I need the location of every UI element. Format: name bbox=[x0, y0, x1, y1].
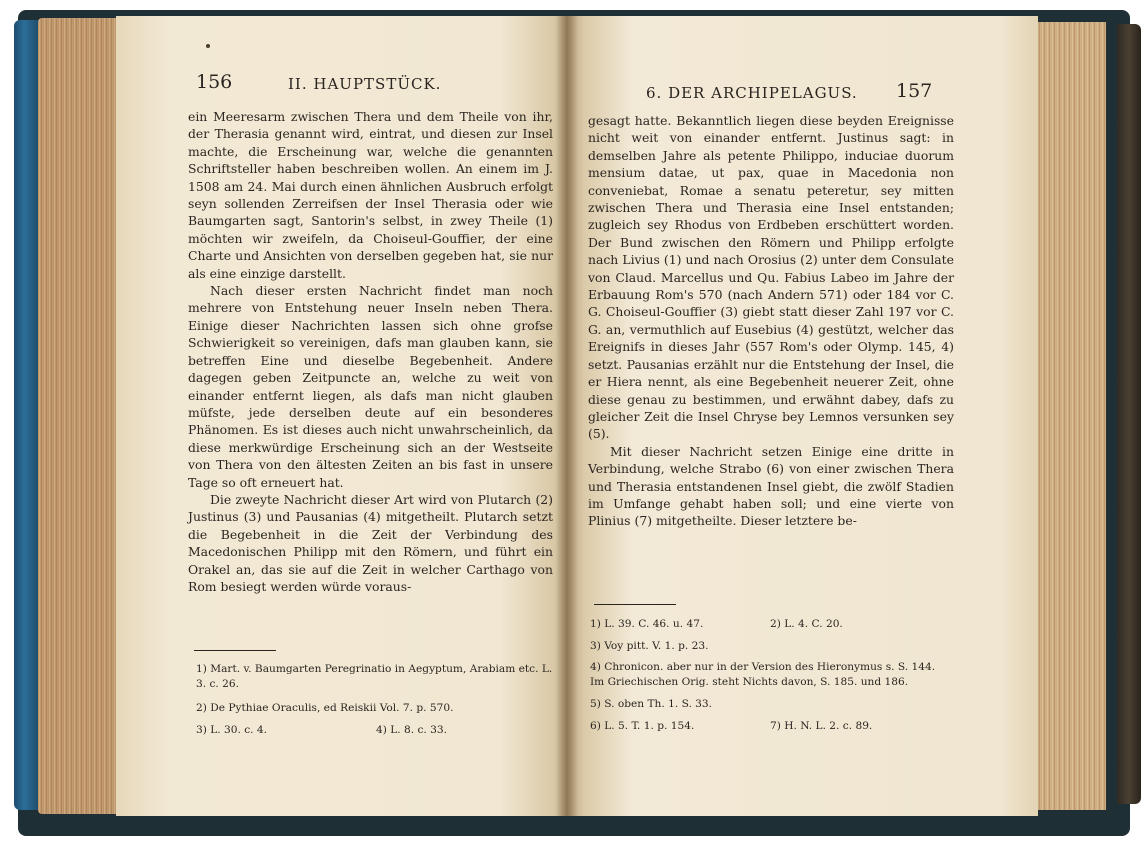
right-page bbox=[566, 16, 1038, 816]
book-spine-left bbox=[14, 20, 40, 810]
left-footnotes bbox=[196, 662, 556, 741]
footnote-row-1-2 bbox=[590, 614, 950, 636]
page-edges-right bbox=[1036, 22, 1106, 810]
left-running-head: II. HAUPTSTÜCK. bbox=[288, 75, 442, 93]
left-paragraph-2: Nach dieser ersten Nachricht findet man noch mehrere von Entstehung neuer Inseln neben Thera. Einige dieser Nachrichten lassen sich ohne grofse Schwierigkeit so vereinigen, dafs man glauben kann, sie betreffen Eine und dieselbe Begebenheit. Andere dagegen geben Zeitpuncte an, welche zu weit von einander entfernt liegen, als dafs man nicht glauben müfste, jede derselben deute auf ein besonderes Phänomen. Es ist dieses auch nicht unwahrscheinlich, da diese merkwürdige Erscheinung sich an der Westseite von Thera von den ältesten Zeiten an bis fast in unsere Tage so oft erneuert hat. bbox=[188, 283, 553, 490]
footnote-r2: 2) L. 4. C. 20. bbox=[770, 618, 843, 630]
paper-speck bbox=[206, 44, 210, 48]
footnote-row-6-7 bbox=[590, 716, 950, 738]
footnote-r3: 3) Voy pitt. V. 1. p. 23. bbox=[590, 639, 709, 652]
right-footnotes bbox=[590, 614, 950, 737]
footnote-3: 3) L. 30. c. 4. bbox=[196, 723, 268, 736]
footnote-r6: 6) L. 5. T. 1. p. 154. bbox=[590, 719, 695, 732]
left-paragraph-3: Die zweyte Nachricht dieser Art wird von Plutarch (2) Justinus (3) und Pausanias (4) mitgetheilt. Plutarch setzt die Begebenheit in die Zeit der Verbindung des Macedonischen Philipp mit den Römern, und führt ein Orakel an, das sie auf die Zeit in welcher Carthago von Rom besiegt werden würde voraus- bbox=[188, 491, 553, 594]
footnote-r7: 7) H. N. L. 2. c. 89. bbox=[770, 719, 873, 732]
footnote-r4: 4) Chronicon. aber nur in der Version des Hieronymus s. S. 144. Im Griechischen Orig. steht Nichts davon, S. 185. und 186. bbox=[590, 661, 936, 688]
right-page-number: 157 bbox=[896, 80, 933, 102]
left-paragraph-1: ein Meeresarm zwischen Thera und dem Theile von ihr, der Therasia genannt wird, eintrat, und diesen zur Insel machte, die Erscheinung war, welche die genannten Schriftsteller haben beschreiben wollen. An einem im J. 1508 am 24. Mai durch einen ähnlichen Ausbruch erfolgt seyn sollenden Zerreifsen der Insel Therasia oder wie Baumgarten sagt, Santorin's selbst, in zwey Theile (1) möchten wir zweifeln, da Choiseul-Gouffier, der eine Charte und Ansichten von derselben gegeben hat, sie nur als eine einzige darstellt. bbox=[188, 109, 553, 281]
book-gutter bbox=[556, 16, 578, 816]
right-running-head: 6. DER ARCHIPELAGUS. bbox=[646, 84, 858, 102]
left-body-text bbox=[188, 108, 553, 595]
right-footnote-rule bbox=[594, 604, 676, 605]
page-edges-left bbox=[38, 18, 118, 814]
footnote-row-3-4 bbox=[196, 720, 556, 742]
footnote-r5: 5) S. oben Th. 1. S. 33. bbox=[590, 698, 713, 710]
right-paragraph-1: gesagt hatte. Bekanntlich liegen diese beyden Ereignisse nicht weit von einander entfernt. Justinus sagt: in demselben Jahre als petente Philippo, induciae duorum mensium datae, ut pax, quae in Macedonia non conveniebat, Romae a senatu peteretur, sey mitten zwischen Thera und Therasia eine Insel entstanden; zugleich sey Rhodus von Erdbeben erschüttert worden. Der Bund zwischen den Römern und Philipp erfolgte nach Livius (1) und nach Orosius (2) unter dem Consulate von Claud. Marcellus und Qu. Fabius Labeo im Jahre der Erbauung Rom's 570 (nach Andern 571) oder 184 vor C. G. Choiseul-Gouffier (3) giebt statt dieser Zahl 197 vor C. G. an, vermuthlich auf Eusebius (4) gestützt, welcher das Ereignifs in dieses Jahr (557 Rom's oder Olymp. 145, 4) setzt. Pausanias erzählt nur die Entstehung der Insel, die er Hiera nennt, als eine Begebenheit neuerer Zeit, ohne diese genau zu bestimmen, und erwähnt dabey, dafs zu gleicher Zeit die Insel Chryse bey Lemnos versunken sey (5). bbox=[588, 113, 954, 442]
footnote-4: 4) L. 8. c. 33. bbox=[376, 723, 448, 736]
left-footnote-rule bbox=[194, 650, 276, 651]
footnote-2: 2) De Pythiae Oraculis, ed Reiskii Vol. 7. p. 570. bbox=[196, 702, 454, 714]
left-page-number: 156 bbox=[196, 71, 233, 93]
right-paragraph-2: Mit dieser Nachricht setzen Einige eine dritte in Verbindung, welche Strabo (6) von einer zwischen Thera und Therasia entstandenen Insel giebt, die zwölf Stadien im Umfange gehabt haben soll; und eine vierte von Plinius (7) mitgetheilte. Dieser letztere be- bbox=[588, 443, 954, 529]
book-spine-right bbox=[1117, 24, 1141, 804]
footnote-r1: 1) L. 39. C. 46. u. 47. bbox=[590, 618, 704, 630]
footnote-1: 1) Mart. v. Baumgarten Peregrinatio in Aegyptum, Arabiam etc. L. 3. c. 26. bbox=[196, 663, 553, 690]
left-page bbox=[116, 16, 568, 816]
right-body-text bbox=[588, 112, 954, 530]
